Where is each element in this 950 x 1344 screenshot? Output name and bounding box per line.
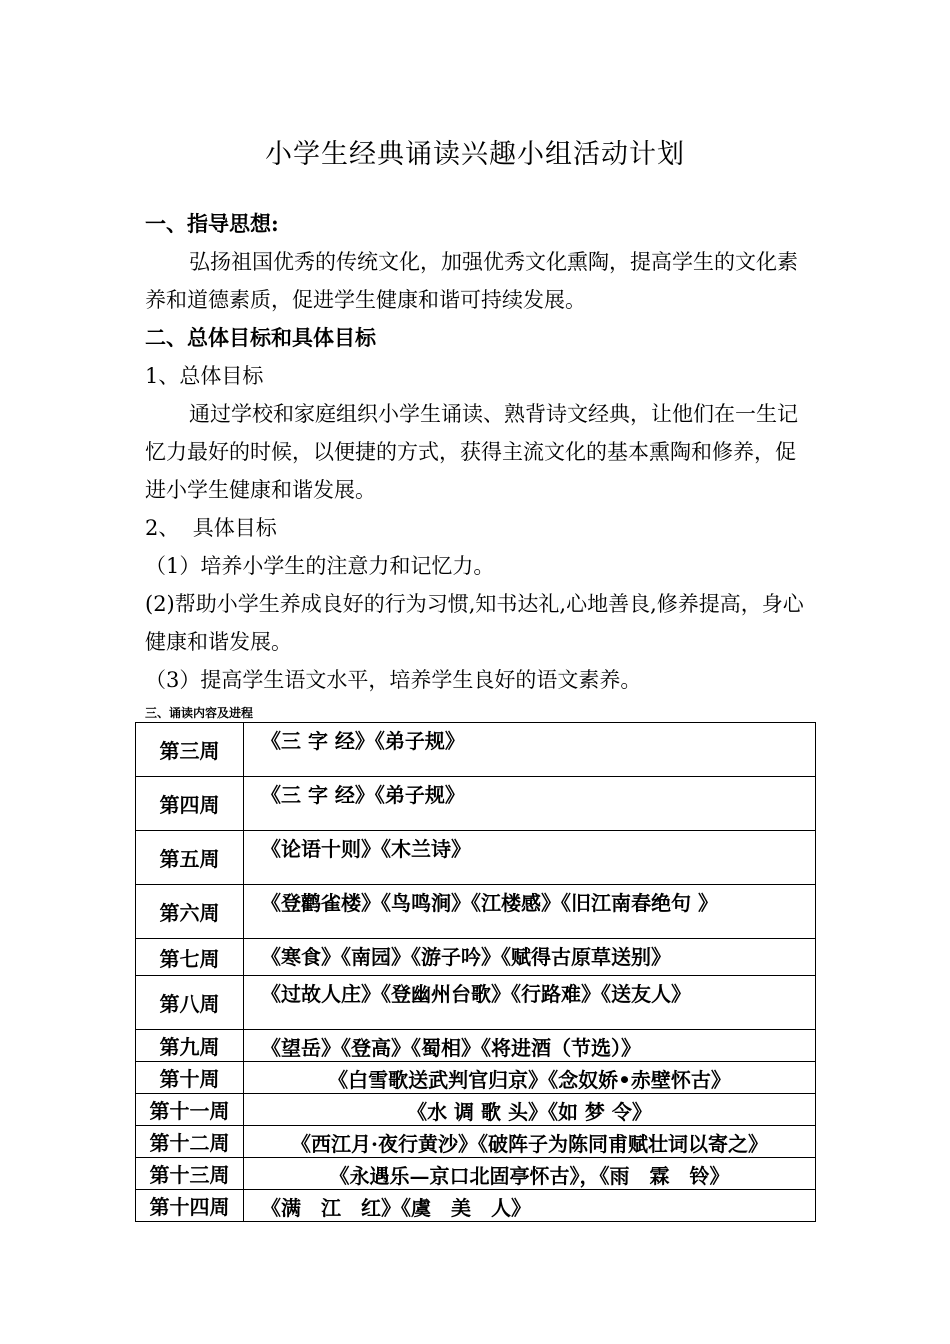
paragraph-guiding-idea: 弘扬祖国优秀的传统文化，加强优秀文化熏陶，提高学生的文化素养和道德素质，促进学生健康和谐可持续发展。 <box>145 250 798 312</box>
content-cell: 《西江月·夜行黄沙》《破阵子为陈同甫赋壮词以寄之》 <box>244 1126 816 1158</box>
table-row <box>136 831 816 885</box>
content-cell: 《寒食》《南园》《游子吟》《赋得古原草送别》 <box>244 939 816 976</box>
content-cell: 《白雪歌送武判官归京》《念奴娇•赤壁怀古》 <box>244 1062 816 1094</box>
subheading-specific-goals: 2、 具体目标 <box>145 516 277 540</box>
content-cell: 《永遇乐—京口北固亭怀古》，《雨 霖 铃》 <box>244 1158 816 1190</box>
table-row <box>136 976 816 1030</box>
week-cell: 第十二周 <box>136 1126 244 1158</box>
content-cell: 《登鹳雀楼》《鸟鸣涧》《江楼感》《旧江南春绝句 》 <box>244 885 816 939</box>
table-row <box>136 939 816 976</box>
week-cell: 第十周 <box>136 1062 244 1094</box>
table-row <box>136 1062 816 1094</box>
table-row <box>136 1190 816 1222</box>
reading-schedule-table <box>135 722 816 1222</box>
table-row <box>136 723 816 777</box>
week-cell: 第五周 <box>136 831 244 885</box>
week-cell: 第七周 <box>136 939 244 976</box>
content-cell: 《论语十则》《木兰诗》 <box>244 831 816 885</box>
paragraph-overall-goal: 通过学校和家庭组织小学生诵读、熟背诗文经典，让他们在一生记忆力最好的时候，以便捷的方式，获得主流文化的基本熏陶和修养，促进小学生健康和谐发展。 <box>145 402 798 502</box>
table-row <box>136 777 816 831</box>
section-heading-reading-content: 三、诵读内容及进程 <box>145 706 254 720</box>
content-cell: 《望岳》《登高》《蜀相》《将进酒（节选）》 <box>244 1030 816 1062</box>
week-cell: 第十三周 <box>136 1158 244 1190</box>
document-body <box>145 205 810 723</box>
week-cell: 第八周 <box>136 976 244 1030</box>
week-cell: 第三周 <box>136 723 244 777</box>
content-cell: 《水 调 歌 头》《如 梦 令》 <box>244 1094 816 1126</box>
goal-item-2: (2)帮助小学生养成良好的行为习惯,知书达礼,心地善良,修养提高，身心健康和谐发展。 <box>145 592 804 654</box>
week-cell: 第六周 <box>136 885 244 939</box>
goal-item-3: （3）提高学生语文水平，培养学生良好的语文素养。 <box>145 668 642 692</box>
table-row <box>136 1030 816 1062</box>
section-heading-guiding-idea: 一、指导思想: <box>145 211 279 236</box>
week-cell: 第四周 <box>136 777 244 831</box>
table-row <box>136 885 816 939</box>
week-cell: 第十一周 <box>136 1094 244 1126</box>
section-heading-goals: 二、总体目标和具体目标 <box>145 325 376 350</box>
subheading-overall-goal: 1、总体目标 <box>145 364 264 388</box>
table-row <box>136 1094 816 1126</box>
content-cell: 《过故人庄》《登幽州台歌》《行路难》《送友人》 <box>244 976 816 1030</box>
content-cell: 《三 字 经》《弟子规》 <box>244 723 816 777</box>
goal-item-1: （1）培养小学生的注意力和记忆力。 <box>145 554 495 578</box>
page-title: 小学生经典诵读兴趣小组活动计划 <box>265 139 685 170</box>
content-cell: 《满 江 红》《虞 美 人》 <box>244 1190 816 1222</box>
table-row <box>136 1158 816 1190</box>
table-row <box>136 1126 816 1158</box>
content-cell: 《三 字 经》《弟子规》 <box>244 777 816 831</box>
week-cell: 第九周 <box>136 1030 244 1062</box>
week-cell: 第十四周 <box>136 1190 244 1222</box>
